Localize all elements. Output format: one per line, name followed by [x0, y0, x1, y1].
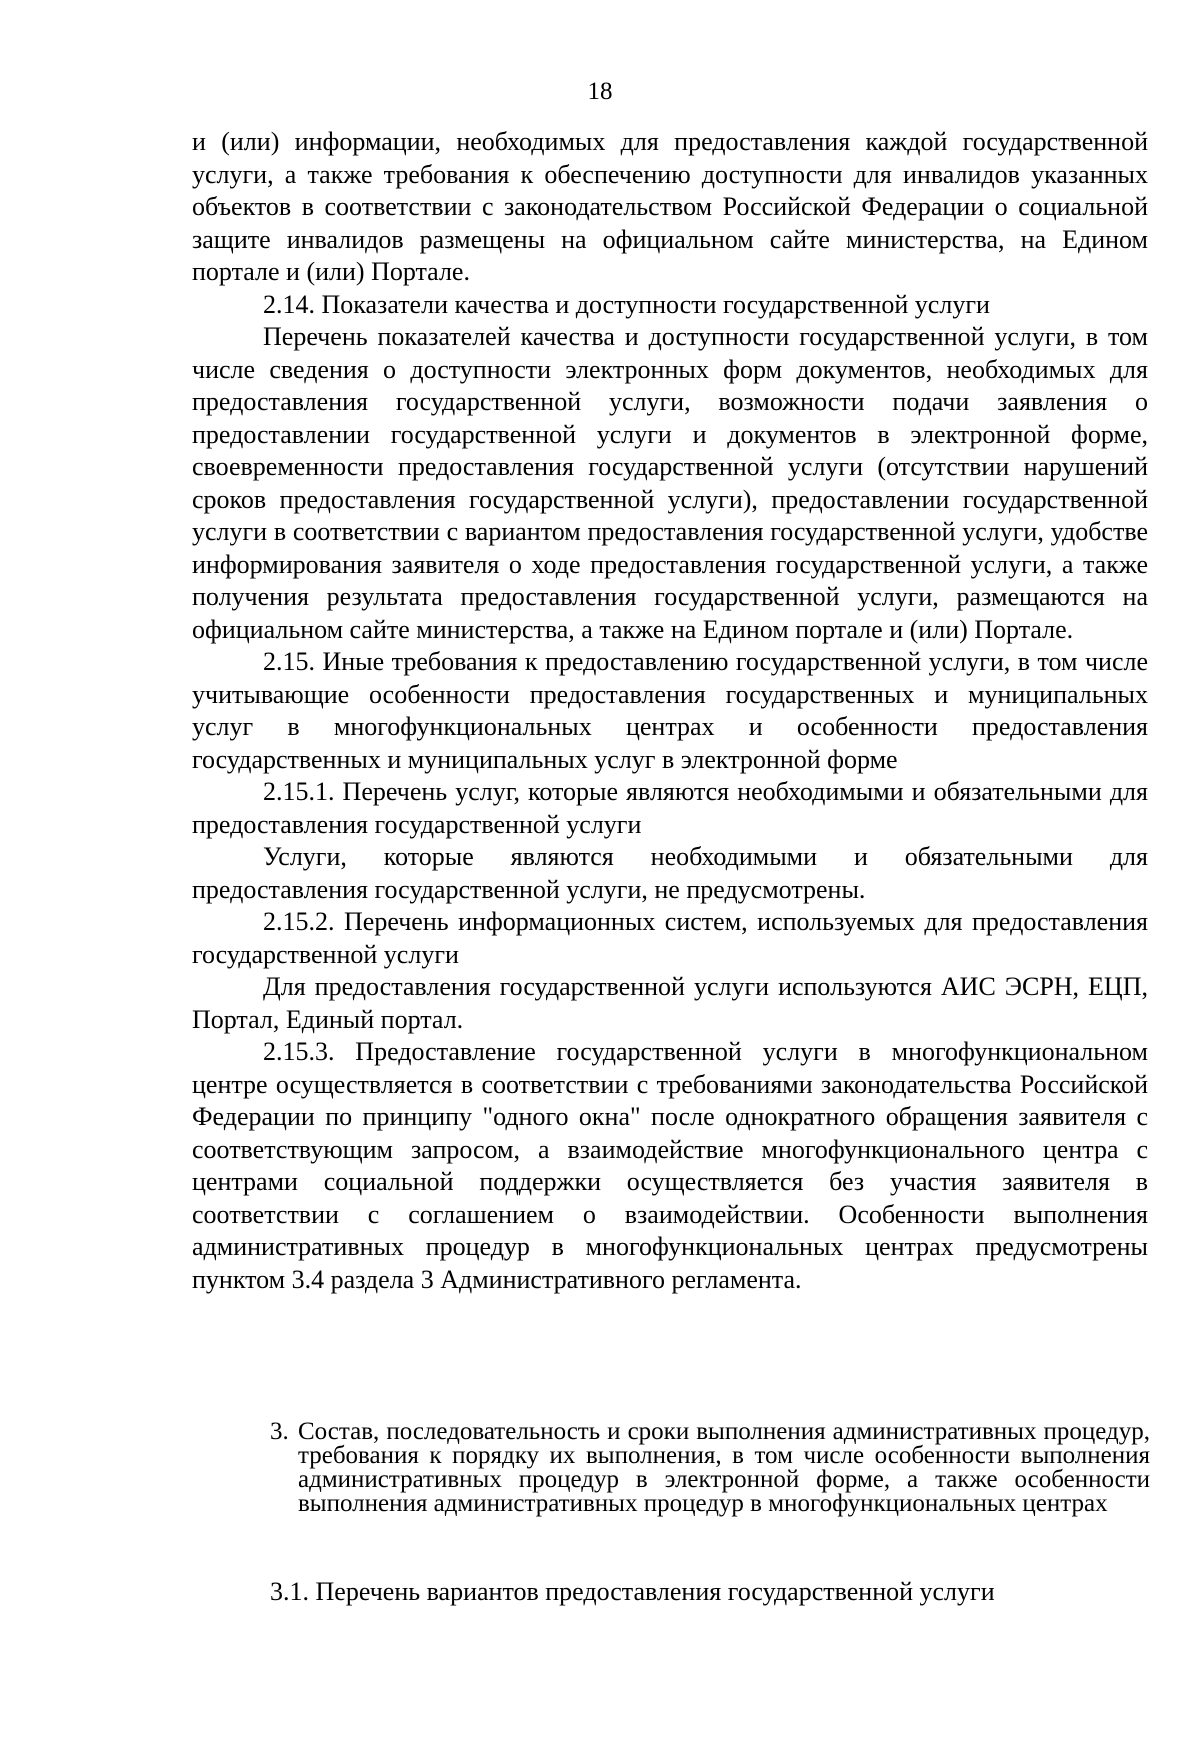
section-3-heading	[270, 1420, 1150, 1516]
subsection-3-1-heading: 3.1. Перечень вариантов предоставления государственной услуги	[270, 1577, 995, 1606]
paragraph-continuation: и (или) информации, необходимых для предоставления каждой государственной услуги, а также требования к обеспечению доступности для инвалидов указанных объектов в соответствии с законодательством Российской Федерации о социальной защите инвалидов размещены на официальном сайте министерства, на Едином портале и (или) Портале.	[192, 127, 1148, 286]
heading-2-15-1: 2.15.1. Перечень услуг, которые являются необходимыми и обязательными для предоставления государственной услуги	[192, 777, 1148, 839]
document-body	[192, 126, 1148, 1296]
paragraph-2-15-3: 2.15.3. Предоставление государственной услуги в многофункциональном центре осуществляется в соответствии с требованиями законодательства Российской Федерации по принципу "одного окна" после однократного обращения заявителя с соответствующим запросом, а взаимодействие многофункционального центра с центрами социальной поддержки осуществляется без участия заявителя в соответствии с соглашением о взаимодействии. Особенности выполнения административных процедур в многофункциональных центрах предусмотрены пунктом 3.4 раздела 3 Административного регламента.	[192, 1037, 1148, 1294]
section-3-title: Состав, последовательность и сроки выполнения административных процедур, требования к порядку их выполнения, в том числе особенности выполнения административных процедур в электронной форме, а также особенности выполнения административных процедур в многофункциональных центрах	[298, 1418, 1150, 1517]
paragraph-information-systems: Для предоставления государственной услуги используются АИС ЭСРН, ЕЦП, Портал, Единый портал.	[192, 972, 1148, 1034]
paragraph-required-services: Услуги, которые являются необходимыми и обязательными для предоставления государственной услуги, не предусмотрены.	[192, 842, 1148, 904]
page-number: 18	[587, 78, 613, 105]
paragraph-quality-indicators: Перечень показателей качества и доступности государственной услуги, в том числе сведения о доступности электронных форм документов, необходимых для предоставления государственной услуги, возможности подачи заявления о предоставлении государственной услуги и документов в электронной форме, своевременности предоставления государственной услуги (отсутствии нарушений сроков предоставления государственной услуги), предоставлении государственной услуги в соответствии с вариантом предоставления государственной услуги, удобстве информирования заявителя о ходе предоставления государственной услуги, а также получения результата предоставления государственной услуги, размещаются на официальном сайте министерства, а также на Едином портале и (или) Портале.	[192, 322, 1148, 644]
heading-2-15: 2.15. Иные требования к предоставлению государственной услуги, в том числе учитывающие особенности предоставления государственных и муниципальных услуг в многофункциональных центрах и особенности предоставления государственных и муниципальных услуг в электронной форме	[192, 647, 1148, 774]
heading-2-14: 2.14. Показатели качества и доступности государственной услуги	[263, 289, 990, 319]
heading-2-15-2: 2.15.2. Перечень информационных систем, используемых для предоставления государственной услуги	[192, 907, 1148, 969]
section-3-number: 3.	[270, 1418, 289, 1445]
